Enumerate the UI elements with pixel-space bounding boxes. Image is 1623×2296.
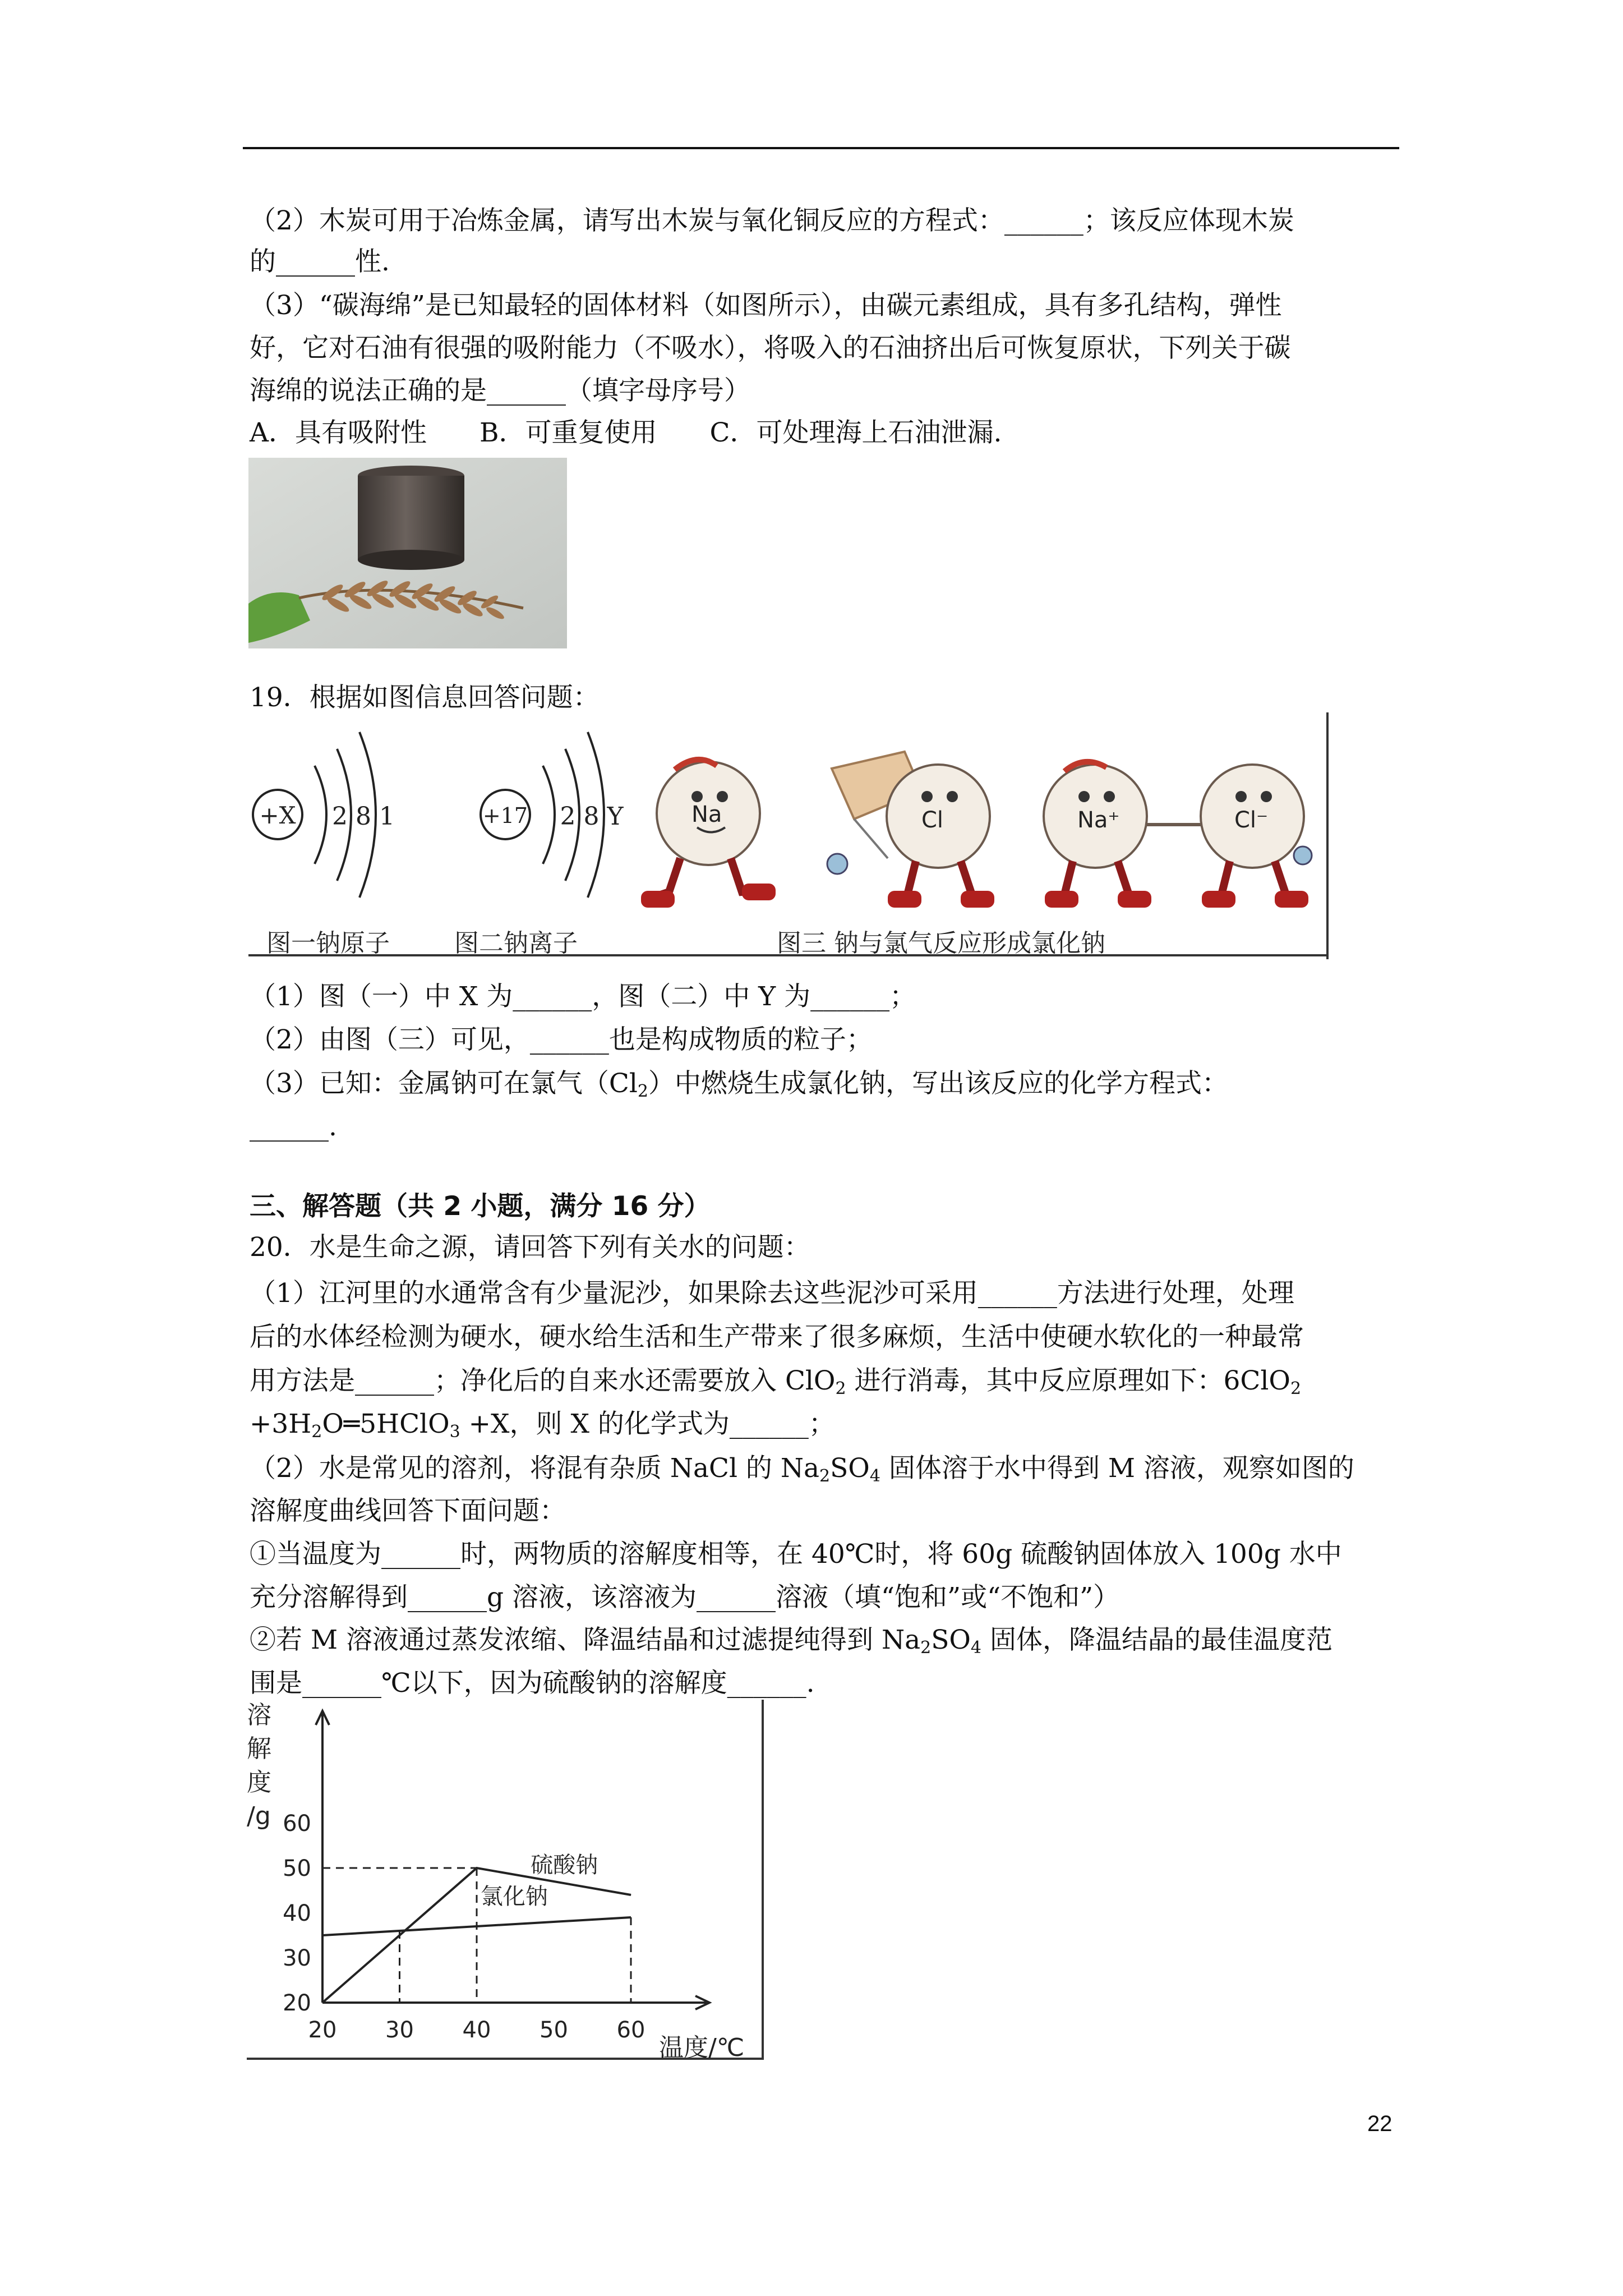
ion-nucleus-label: +17 (482, 803, 528, 828)
q19-title: 19．根据如图信息回答问题： (250, 682, 600, 713)
q20-title: 20．水是生命之源，请回答下列有关水的问题： (250, 1232, 810, 1263)
y-axis-label: 溶 (247, 1701, 271, 1729)
q20-part1-line3: 用方法是______；净化后的自来水还需要放入 ClO$_2$ 进行消毒，其中反应原理如下：6ClO$_2$ (250, 1365, 1302, 1398)
sodium-atom-diagram (253, 732, 395, 898)
cartoon-label-cl: Cl (921, 807, 944, 833)
y-tick-label: 30 (283, 1945, 311, 1971)
x-tick-label: 50 (540, 2017, 568, 2043)
cartoon-label-cl-ion: Cl⁻ (1234, 807, 1269, 833)
fig1-caption: 图一钠原子 (266, 929, 390, 958)
y-axis-label: /g (247, 1802, 271, 1830)
q20-part1-line1: （1）江河里的水通常含有少量泥沙，如果除去这些泥沙可采用______方法进行处理，处理 (250, 1278, 1294, 1309)
point-sodium-chloride (322, 1935, 323, 1936)
atom-nucleus-label: +X (259, 802, 296, 829)
q19-sub3-line1: （3）已知：金属钠可在氯气$(Cl_2)$中燃烧生成氯化钠，写出该反应的化学方程式： (250, 1068, 1228, 1101)
x-tick-label: 20 (308, 2017, 337, 2043)
q18-part3-line3: 海绵的说法正确的是______（填字母序号） (250, 375, 750, 406)
q18-part2-line2: 的______性. (250, 246, 390, 277)
q20-part2-line2: 溶解度曲线回答下面问题： (250, 1496, 566, 1526)
y-tick-label: 40 (283, 1901, 311, 1926)
q18-part2-line1: （2）木炭可用于冶炼金属，请写出木炭与氧化铜反应的方程式：______；该反应体现木炭 (250, 205, 1294, 236)
fig2-caption: 图二钠离子 (454, 929, 578, 958)
cartoon-label-na-ion: Na⁺ (1077, 807, 1120, 833)
q18-part3-line1: （3）“碳海绵”是已知最轻的固体材料（如图所示），由碳元素组成，具有多孔结构，弹性 (250, 290, 1282, 321)
q20-item1-line2: 充分溶解得到______g 溶液，该溶液为______溶液（填“饱和”或“不饱和”） (250, 1582, 1120, 1613)
x-tick-label: 60 (616, 2017, 645, 2043)
y-axis-label: 解 (247, 1734, 271, 1763)
section3-heading: 三、解答题（共 2 小题，满分 16 分） (250, 1191, 711, 1222)
series-label-sodium-sulfate: 硫酸钠 (531, 1852, 598, 1878)
q20-item2-line2: 围是______℃以下，因为硫酸钠的溶解度______. (250, 1668, 815, 1699)
series-line-sodium-chloride (322, 1917, 631, 1935)
fig3-caption: 图三 钠与氯气反应形成氯化钠 (777, 929, 1105, 958)
atom-shell-numbers: 2 8 1 (332, 802, 395, 831)
y-tick-label: 20 (283, 1990, 311, 2016)
y-tick-label: 50 (283, 1856, 311, 1881)
y-axis-label: 度 (247, 1768, 271, 1797)
page-number: 22 (1367, 2111, 1393, 2136)
q19-sub3-line2: ______. (250, 1111, 337, 1142)
q18-options: A．具有吸附性 B．可重复使用 C．可处理海上石油泄漏. (250, 417, 1002, 448)
q18-part3-line2: 好，它对石油有很强的吸附能力（不吸水），将吸入的石油挤出后可恢复原状，下列关于碳 (250, 333, 1291, 364)
y-tick-label: 60 (283, 1811, 311, 1837)
q20-item1-line1: ①当温度为______时，两物质的溶解度相等，在 40℃时，将 60g 硫酸钠固体放入 100g 水中 (250, 1539, 1342, 1570)
carbon-sponge-photo (248, 458, 567, 648)
q20-item2-line1: ②若 M 溶液通过蒸发浓缩、降温结晶和过滤提纯得到 $Na_2SO_4$ 固体，降温结晶的最佳温度范 (250, 1625, 1332, 1658)
sodium-chlorine-cartoon (641, 752, 1312, 908)
header-rule (243, 147, 1399, 149)
q20-part1-line4: $+3H_2O═5HClO_3 +X$，则 X 的化学式为______； (250, 1409, 835, 1442)
x-axis-label: 温度/℃ (659, 2033, 745, 2062)
ion-shell-numbers: 2 8 Y (560, 802, 624, 831)
q19-figure (248, 712, 1331, 959)
x-tick-label: 30 (385, 2017, 414, 2043)
sodium-ion-diagram (481, 732, 624, 898)
q20-part1-line2: 后的水体经检测为硬水，硬水给生活和生产带来了很多麻烦，生活中使硬水软化的一种最常 (250, 1322, 1304, 1352)
q19-sub2: （2）由图（三）可见，______也是构成物质的粒子； (250, 1024, 873, 1055)
q19-sub1: （1）图（一）中 X 为______，图（二）中 Y 为______； (250, 981, 916, 1012)
cartoon-label-na: Na (691, 802, 722, 827)
x-tick-label: 40 (462, 2017, 491, 2043)
q20-part2-line1: （2）水是常见的溶剂，将混有杂质 NaCl 的 $Na_2SO_4$ 固体溶于水中得到 M 溶液，观察如图的 (250, 1453, 1354, 1486)
solubility-chart (247, 1700, 774, 2070)
series-label-sodium-chloride: 氯化钠 (480, 1884, 548, 1910)
